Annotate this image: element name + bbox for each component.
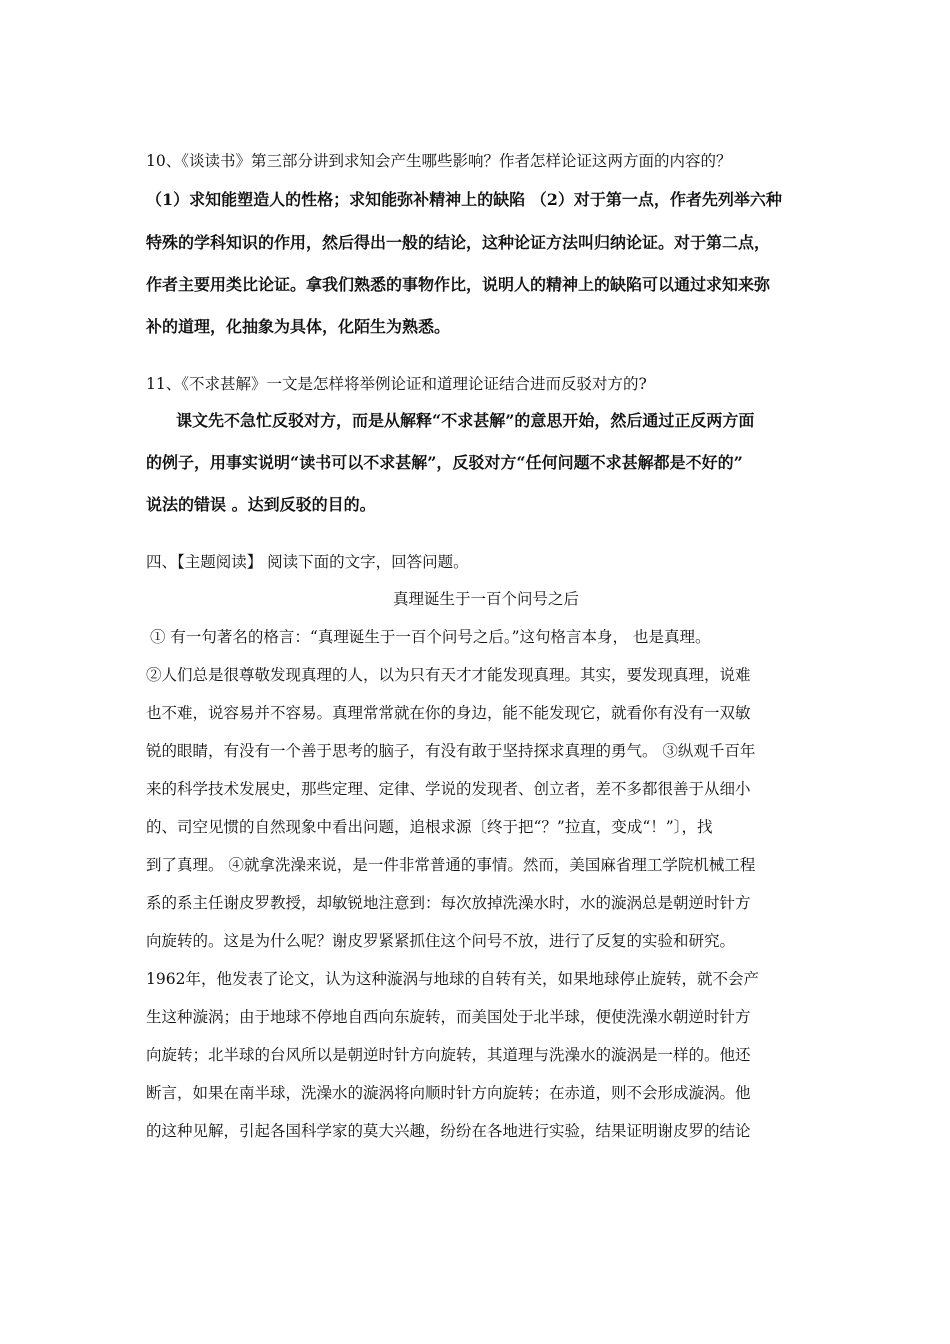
passage-line-14: 的这种见解，引起各国科学家的莫大兴趣，纷纷在各地进行实验，结果证明谢皮罗的结论: [146, 1122, 751, 1140]
answer-11-line-1: 课文先不急忙反驳对方，而是从解释“不求甚解”的意思开始，然后通过正反两方面: [176, 411, 755, 430]
answer-10-line-2: 特殊的学科知识的作用，然后得出一般的结论，这种论证方法叫归纳论证。对于第二点，: [146, 233, 771, 252]
section-4-heading: 四、【主题阅读】 阅读下面的文字，回答问题。: [146, 553, 469, 571]
passage-line-1: ① 有一句著名的格言：“真理诞生于一百个问号之后。”这句格言本身， 也是真理。: [150, 628, 711, 646]
question-11: 11、《不求甚解》一文是怎样将举例论证和道理论证结合进而反驳对方的?: [146, 375, 647, 393]
passage-line-6: 的、司空见惯的自然现象中看出问题，追根求源〔终于把“？”拉直，变成“！”〕，找: [146, 818, 713, 836]
passage-line-2: ②人们总是很尊敬发现真理的人，以为只有天才才能发现真理。其实，要发现真理，说难: [146, 666, 751, 684]
passage-line-3: 也不难，说容易并不容易。真理常常就在你的身边，能不能发现它，就看你有没有一双敏: [146, 704, 751, 722]
passage-line-8: 系的系主任谢皮罗教授，却敏锐地注意到：每次放掉洗澡水时，水的漩涡总是朝逆时针方: [146, 894, 751, 912]
answer-11-line-3: 说法的错误 。达到反驳的目的。: [146, 495, 376, 514]
answer-10-line-3: 作者主要用类比论证。拿我们熟悉的事物作比，说明人的精神上的缺陷可以通过求知来弥: [146, 275, 771, 294]
answer-10-line-4: 补的道理，化抽象为具体，化陌生为熟悉。: [146, 317, 451, 336]
passage-line-5: 来的科学技术发展史，那些定理、定律、学说的发现者、创立者，差不多都很善于从细小: [146, 780, 751, 798]
passage-line-4: 锐的眼睛，有没有一个善于思考的脑子，有没有敢于坚持探求真理的勇气。 ③纵观千百年: [146, 742, 756, 760]
passage-line-7: 到了真理。 ④就拿洗澡来说，是一件非常普通的事情。然而，美国麻省理工学院机械工程: [146, 856, 756, 874]
answer-10-line-1: （1）求知能塑造人的性格；求知能弥补精神上的缺陷 （2）对于第一点，作者先列举六种: [146, 190, 782, 209]
passage-line-13: 断言，如果在南半球，洗澡水的漩涡将向顺时针方向旋转；在赤道，则不会形成漩涡。他: [146, 1084, 751, 1102]
passage-line-10: 1962年，他发表了论文，认为这种漩涡与地球的自转有关，如果地球停止旋转，就不会产: [146, 970, 759, 988]
answer-11-line-2: 的例子，用事实说明“读书可以不求甚解”，反驳对方“任何问题不求甚解都是不好的”: [146, 453, 743, 472]
passage-line-12: 向旋转；北半球的台风所以是朝逆时针方向旋转，其道理与洗澡水的漩涡是一样的。他还: [146, 1046, 751, 1064]
passage-title: 真理诞生于一百个问号之后: [392, 590, 579, 608]
passage-line-11: 生这种漩涡；由于地球不停地自西向东旋转，而美国处于北半球，便使洗澡水朝逆时针方: [146, 1008, 751, 1026]
question-10: 10、《谈读书》第三部分讲到求知会产生哪些影响？作者怎样论证这两方面的内容的？: [146, 152, 732, 170]
passage-line-9: 向旋转的。这是为什么呢？谢皮罗紧紧抓住这个问号不放，进行了反复的实验和研究。: [146, 932, 736, 950]
